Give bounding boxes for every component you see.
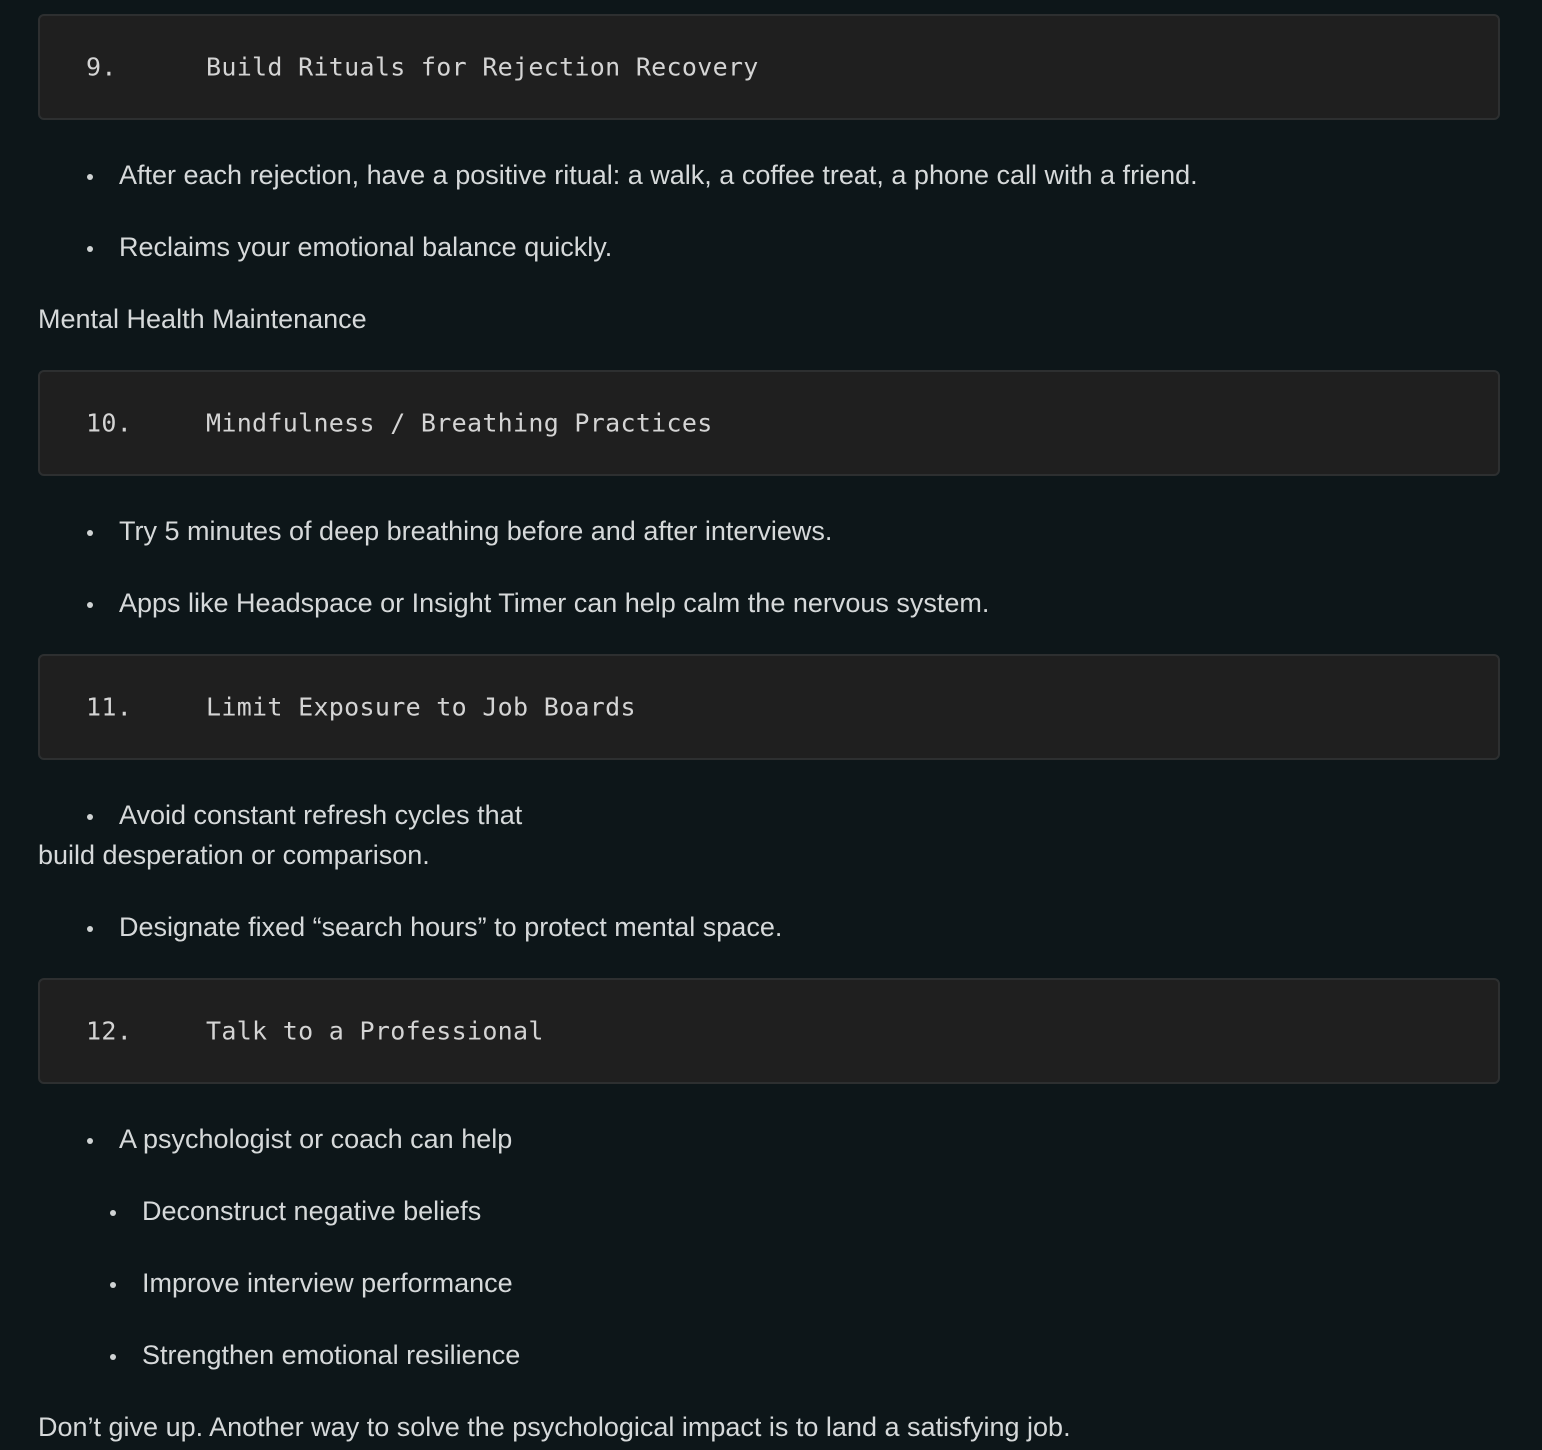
section-title: Talk to a Professional	[206, 1016, 544, 1046]
list-item: After each rejection, have a positive ritual: a walk, a coffee treat, a phone call with a friend.	[119, 160, 1198, 190]
sub-list-item: Improve interview performance	[142, 1268, 513, 1298]
sub-list-item: Strengthen emotional resilience	[142, 1340, 521, 1370]
sub-bullet-dot	[110, 1282, 116, 1288]
code-block-10	[38, 370, 1500, 476]
section-number: 10.	[86, 408, 133, 438]
sub-list-item: Deconstruct negative beliefs	[142, 1196, 482, 1226]
closing-paragraph: Don’t give up. Another way to solve the psychological impact is to land a satisfying job.	[38, 1412, 1071, 1442]
list-item: Try 5 minutes of deep breathing before and after interviews.	[119, 516, 833, 546]
section-title: Mindfulness / Breathing Practices	[206, 408, 713, 438]
section-title: Build Rituals for Rejection Recovery	[206, 52, 759, 82]
bullet-dot	[87, 530, 93, 536]
section-title: Limit Exposure to Job Boards	[206, 692, 636, 722]
code-block-11	[38, 654, 1500, 760]
code-block-12	[38, 978, 1500, 1084]
bullet-dot	[87, 246, 93, 252]
bullet-dot	[87, 174, 93, 180]
list-item: Designate fixed “search hours” to protect mental space.	[119, 912, 783, 942]
bullet-dot	[87, 926, 93, 932]
list-item: Apps like Headspace or Insight Timer can help calm the nervous system.	[119, 588, 990, 618]
list-item: A psychologist or coach can help	[119, 1124, 513, 1154]
section-number: 12.	[86, 1016, 133, 1046]
section-number: 9.	[86, 52, 117, 82]
code-block-9	[38, 14, 1500, 120]
bullet-dot	[87, 602, 93, 608]
list-item-continuation: build desperation or comparison.	[38, 840, 430, 870]
list-item: Reclaims your emotional balance quickly.	[119, 232, 613, 262]
bullet-dot	[87, 814, 93, 820]
section-number: 11.	[86, 692, 133, 722]
section-heading: Mental Health Maintenance	[38, 304, 367, 334]
sub-bullet-dot	[110, 1210, 116, 1216]
bullet-dot	[87, 1138, 93, 1144]
list-item: Avoid constant refresh cycles that	[119, 800, 523, 830]
sub-bullet-dot	[110, 1354, 116, 1360]
